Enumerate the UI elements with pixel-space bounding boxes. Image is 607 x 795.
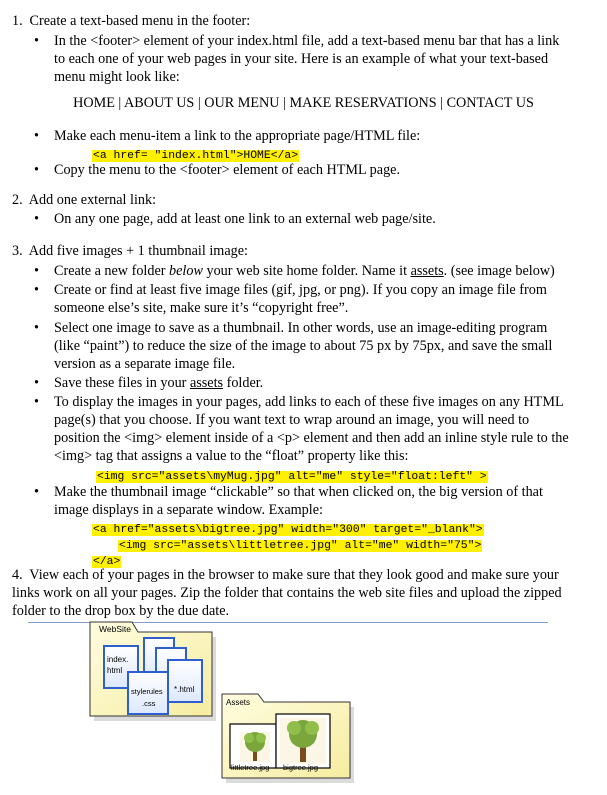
menu-example: HOME | ABOUT US | OUR MENU | MAKE RESERVATIONS | CONTACT US: [73, 95, 534, 111]
section-3-heading: 3. Add five images + 1 thumbnail image:: [12, 243, 248, 259]
bullet-display-images: • To display the images in your pages, add links to each of these five images on any HTML page(s) that you choose. If you want text to wrap around an image, you will need to position the <img> element inside of a <p> element and then add an inline style rule to the <img> tag that assigns a value to the “float” property like this:: [34, 394, 569, 464]
littletree-image-icon: [230, 724, 276, 768]
bigtree-label: bigtree.jpg: [283, 763, 319, 772]
bullet-save-files: • Save these files in your assets folder.: [34, 375, 264, 391]
code-snippet-float: <img src="assets\myMug.jpg" alt="me" style="float:left" >: [97, 471, 487, 483]
file-html: *.html: [174, 685, 195, 694]
file-index-line1: index.: [107, 655, 129, 664]
website-folder-label: WebSite: [99, 624, 131, 634]
section-2-heading: 2. Add one external link:: [12, 192, 157, 208]
code-snippet-img: <img src="assets\littletree.jpg" alt="me" width="75">: [119, 540, 482, 552]
bullet-copy-menu: • Copy the menu to the <footer> element of each HTML page.: [34, 162, 401, 178]
bullet-thumbnail: • Select one image to save as a thumbnail. In other words, use an image-editing program (like “paint”) to reduce the size of the image to about 75 px by 75px, and save the small version as a separate image file.: [34, 320, 553, 372]
littletree-label: littletree.jpg: [231, 763, 270, 772]
bullet-find-images: • Create or find at least five image files (gif, jpg, or png). If you copy an image file from someone else’s site, make sure it’s “copyright free”.: [34, 282, 547, 316]
bullet-footer-menu: • In the <footer> element of your index.html file, add a text-based menu bar that has a link to each one of your web pages in your site. Here is an example of what your text-based menu might look like:: [34, 33, 560, 85]
bullet-clickable-thumbnail: • Make the thumbnail image “clickable” so that when clicked on, the big version of that image displays in a separate window. Example:: [34, 484, 543, 518]
section-4-heading: 4. View each of your pages in the browser to make sure that they look good and make sure your links work on all your pages. Zip the folder that contains the web site files and upload the zipped folder to the drop box by the due date.: [12, 567, 562, 619]
bigtree-image-icon: [276, 714, 330, 768]
bullet-dot: •: [34, 33, 39, 49]
file-index-line2: html: [107, 666, 123, 675]
assets-folder-label: Assets: [226, 698, 251, 707]
bullet-create-folder: • Create a new folder below your web site home folder. Name it assets. (see image below): [34, 263, 555, 279]
code-snippet-anchor-close: </a>: [93, 556, 121, 568]
code-snippet-home-link: <a href= "index.html">HOME</a>: [93, 150, 299, 162]
section-1-heading: 1. Create a text-based menu in the footer:: [12, 13, 251, 29]
bullet-external-link: • On any one page, add at least one link to an external web page/site.: [34, 211, 436, 227]
code-snippet-anchor-open: <a href="assets\bigtree.jpg" width="300" target="_blank">: [93, 524, 483, 536]
file-stylerules-line1: stylerules: [131, 687, 163, 696]
file-stylerules-line2: .css: [142, 699, 156, 708]
bullet-menu-links: • Make each menu-item a link to the appropriate page/HTML file:: [34, 128, 421, 144]
